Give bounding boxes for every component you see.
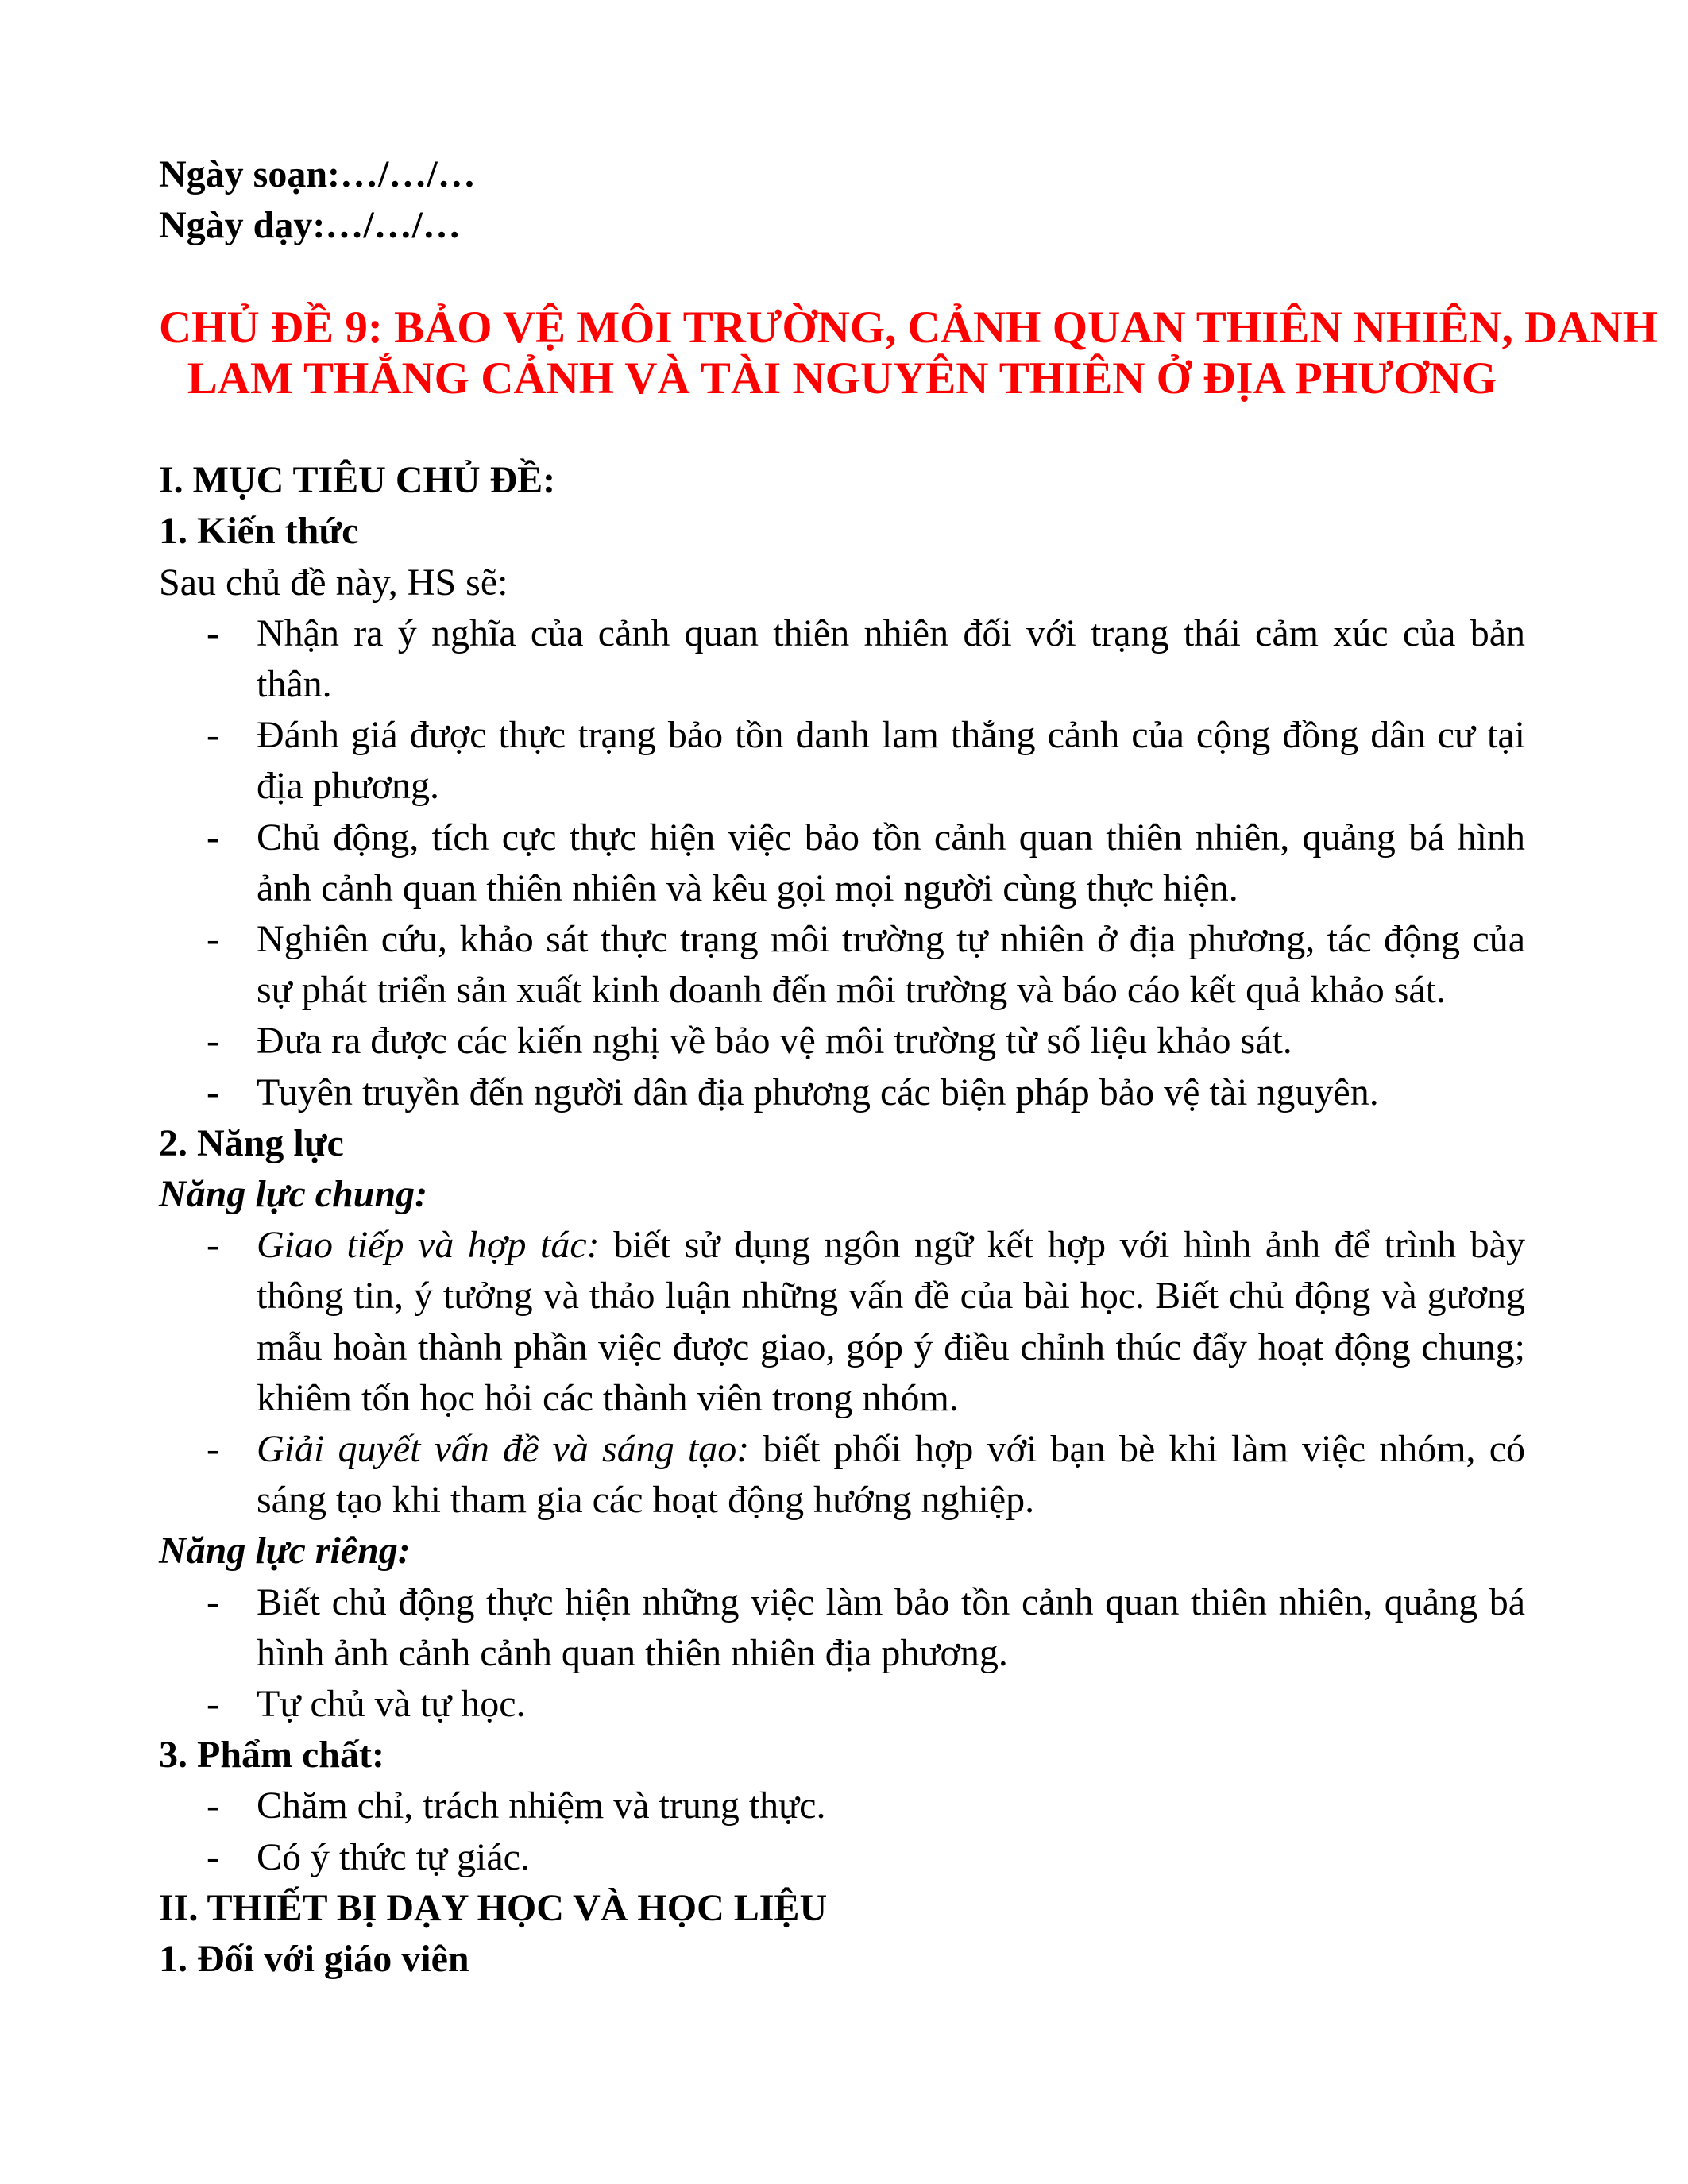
- competency-rest: biết phối hợp với bạn bè khi làm việc nhóm, có sáng tạo khi tham gia các hoạt động hướng nghiệp.: [257, 1428, 1526, 1522]
- bullet-dash-icon: -: [207, 1071, 219, 1113]
- list-item: [159, 710, 1525, 812]
- bullet-text: [257, 1224, 1525, 1419]
- list-item: [159, 1781, 1525, 1831]
- list-item: [159, 1067, 1525, 1118]
- bullet-text: Biết chủ động thực hiện những việc làm bảo tồn cảnh quan thiên nhiên, quảng bá hình ảnh cảnh cảnh quan thiên nhiên địa phương.: [257, 1580, 1525, 1674]
- intro-text: Sau chủ đề này, HS sẽ:: [159, 561, 508, 604]
- label-general-competencies: Năng lực chung:: [159, 1173, 428, 1216]
- list-item: [159, 1016, 1525, 1067]
- date-prepared-line: Ngày soạn:…/…/…: [159, 153, 476, 195]
- label-specific-competencies: Năng lực riêng:: [159, 1530, 411, 1572]
- bullet-text: Có ý thức tự giác.: [257, 1835, 530, 1878]
- bullet-dash-icon: -: [207, 714, 219, 757]
- bullet-dash-icon: -: [207, 1428, 219, 1471]
- bullet-dash-icon: -: [207, 1020, 219, 1063]
- list-item: [159, 812, 1525, 914]
- bullet-dash-icon: -: [207, 1835, 219, 1878]
- bullet-dash-icon: -: [207, 1224, 219, 1267]
- bullet-dash-icon: -: [207, 816, 219, 859]
- document-title: [159, 302, 1658, 404]
- section-heading-objectives: I. MỤC TIÊU CHỦ ĐỀ:: [159, 459, 556, 502]
- competency-lead: Giải quyết vấn đề và sáng tạo:: [257, 1428, 750, 1471]
- list-item: [159, 608, 1525, 710]
- subheading-competencies: 2. Năng lực: [159, 1121, 344, 1164]
- knowledge-bullet-list: [159, 608, 1525, 1118]
- subheading-for-teacher: 1. Đối với giáo viên: [159, 1938, 469, 1981]
- list-item: [159, 1424, 1525, 1526]
- list-item: [159, 1577, 1525, 1679]
- title-line-1: CHỦ ĐỀ 9: BẢO VỆ MÔI TRƯỜNG, CẢNH QUAN THIÊN NHIÊN, DANH: [159, 302, 1658, 353]
- bullet-text: Nhận ra ý nghĩa của cảnh quan thiên nhiên đối với trạng thái cảm xúc của bản thân.: [257, 612, 1525, 705]
- bullet-dash-icon: -: [207, 612, 219, 654]
- document-content: [159, 149, 1658, 1985]
- title-line-2: LAM THẮNG CẢNH VÀ TÀI NGUYÊN THIÊN Ở ĐỊA PHƯƠNG: [187, 353, 1497, 403]
- general-competency-list: [159, 1220, 1525, 1526]
- bullet-text: Nghiên cứu, khảo sát thực trạng môi trường tự nhiên ở địa phương, tác động của sự phát triển sản xuất kinh doanh đến môi trường và báo cáo kết quả khảo sát.: [257, 918, 1525, 1012]
- bullet-text: Đánh giá được thực trạng bảo tồn danh lam thắng cảnh của cộng đồng dân cư tại địa phương.: [257, 714, 1525, 808]
- bullet-text: Chủ động, tích cực thực hiện việc bảo tồn cảnh quan thiên nhiên, quảng bá hình ảnh cảnh quan thiên nhiên và kêu gọi mọi người cùng thực hiện.: [257, 816, 1525, 909]
- section-heading-equipment: II. THIẾT BỊ DẠY HỌC VÀ HỌC LIỆU: [159, 1886, 828, 1929]
- list-item: [159, 1832, 1525, 1883]
- blank-line: [159, 251, 1525, 302]
- subheading-qualities: 3. Phẩm chất:: [159, 1734, 384, 1777]
- blank-line: [159, 404, 1525, 455]
- list-item: [159, 914, 1525, 1016]
- list-item: [159, 1220, 1525, 1424]
- date-taught-line: Ngày dạy:…/…/…: [159, 204, 462, 247]
- competency-lead: Giao tiếp và hợp tác:: [257, 1224, 600, 1267]
- subheading-knowledge: 1. Kiến thức: [159, 510, 359, 553]
- bullet-dash-icon: -: [207, 1683, 219, 1726]
- bullet-dash-icon: -: [207, 918, 219, 961]
- bullet-dash-icon: -: [207, 1785, 219, 1827]
- bullet-text: Tuyên truyền đến người dân địa phương các biện pháp bảo vệ tài nguyên.: [257, 1071, 1379, 1113]
- bullet-text: Đưa ra được các kiến nghị về bảo vệ môi trường từ số liệu khảo sát.: [257, 1020, 1292, 1063]
- specific-competency-list: [159, 1577, 1525, 1731]
- bullet-text: Chăm chỉ, trách nhiệm và trung thực.: [257, 1785, 826, 1827]
- list-item: [159, 1679, 1525, 1730]
- bullet-text: Tự chủ và tự học.: [257, 1683, 526, 1726]
- bullet-dash-icon: -: [207, 1580, 219, 1623]
- qualities-list: [159, 1781, 1525, 1882]
- bullet-text: [257, 1428, 1525, 1521]
- competency-rest: biết sử dụng ngôn ngữ kết hợp với hình ảnh để trình bày thông tin, ý tưởng và thảo luận những vấn đề của bài học. Biết chủ động và gương mẫu hoàn thành phần việc được giao, góp ý điều chỉnh thúc đẩy hoạt động chung; khiêm tốn học hỏi các thành viên trong nhóm.: [257, 1224, 1525, 1419]
